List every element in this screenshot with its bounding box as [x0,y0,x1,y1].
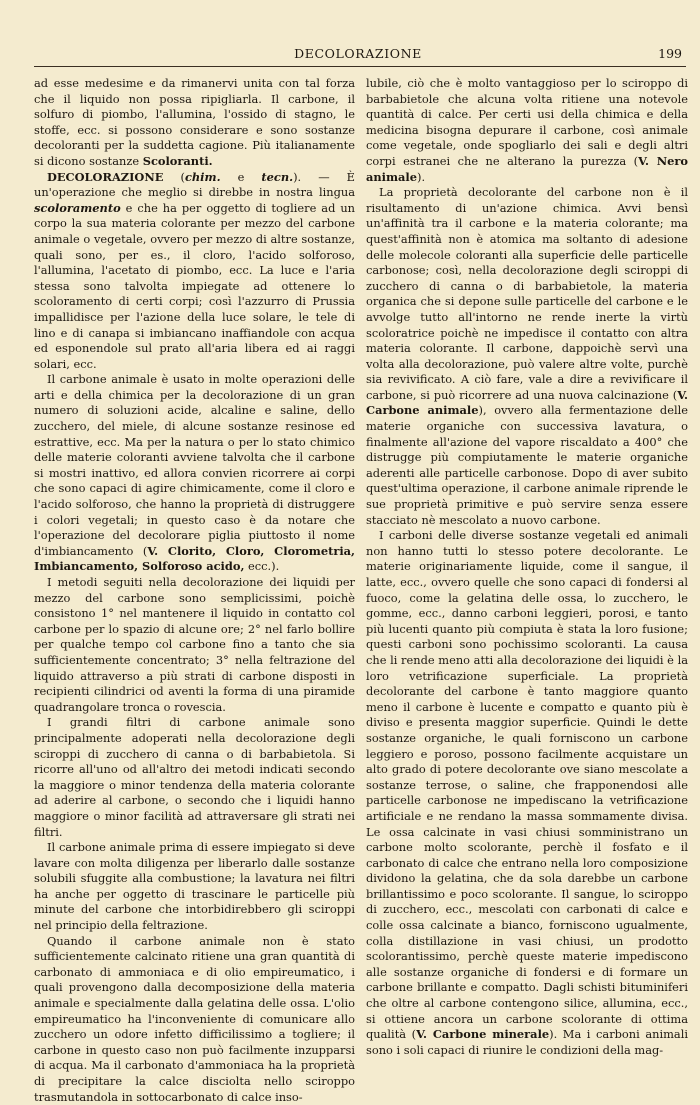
continued-paragraph [366,76,688,185]
emphasis-text: V. Carbone animale [366,387,688,418]
paragraph [34,170,355,373]
emphasis-text: scoloramento [34,200,121,215]
text-run: ). Ma i carboni animali sono i soli capaci di riunire le condizioni della mag- [366,1027,688,1057]
emphasis-text: V. Carbone minerale [416,1027,550,1042]
text-run: Quando il carbone animale non è stato sufficientemente calcinato ritiene una gran quantità di carbonato di ammoniaca e di olio empireumatico, i quali provengono dalla decomposizione della materia animale e specialmente dalla gelatina delle ossa. L'olio empireumatico ha l'inconveniente di comunicare allo zucchero un odore infetto difficilissimo a togliere; il carbone in questo caso non può facilmente inzupparsi di acqua. Ma il carbonato d'ammoniaca ha la proprietà di precipitare la calce disciolta nello sciroppo trasmutandola in sottocarbonato di calce inso- [34,933,355,1104]
text-run: La proprietà decolorante del carbone non è il risultamento di un'azione chimica. Avvi bensì un'affinità tra il carbone e la materia colorante; ma quest'affinità non è atomica ma soltanto di adesione delle molecole coloranti alla superficie delle particelle carbonose; così, nella decolorazione degli sciroppi di zucchero di canna o di barbabietole, la materia organica che si depone sulle particelle del carbone e le avvolge tutto all'intorno ne rende inerte la virtù scoloratrice poichè ne impedisce il contatto con altra materia colorante. Il carbone, dappoichè servì una volta alla decolorazione, può valere altre volte, purchè sia revivificato. A ciò fare, vale a dire a revivificare il carbone, si può ricorrere ad una nuova calcinazione ( [366,185,688,402]
text-run: I carboni delle diverse sostanze vegetali ed animali non hanno tutti lo stesso potere decolorante. Le materie originariamente liquide, come il sangue, il latte, ecc., ovvero quelle che sono capaci di fondersi al fuoco, come la gelatina delle ossa, lo zucchero, le gomme, ecc., danno carboni leggieri, porosi, e tanto più lucenti quanto più compiuta è stata la loro fusione; questi carboni sono pochissimo scoloranti. La causa che li rende meno atti alla decolorazione dei liquidi è la loro vetrificazione superficiale. La proprietà decolorante del carbone è tanto maggiore quanto meno il carbone è lucente e compatto e quanto più è diviso e presenta maggior superficie. Quindi le dette sostanze organiche, le quali forniscono un carbone leggiero e poroso, possono facilmente acquistare un alto grado di potere decolorante ove siano mescolate a sostanze terrose, o saline, che frapponendosi alle particelle carbonose ne impediscano la vetrificazione artificiale e ne rendano la massa sommamente divisa. Le ossa calcinate in vasi chiusi somministrano un carbone molto scolorante, perchè il fosfato e il carbonato di calce che entrano nella loro composizione dividono la gelatina, che da sola darebbe un carbone brillantissimo e poco scolorante. Il sangue, lo sciroppo di zucchero, ecc., mescolati con carbonati di calce e colle ossa calcinate a bianco, forniscono ugualmente, colla distillazione in vasi chiusi, un prodotto scolorantissimo, perchè queste materie impediscono alle sostanze organiche di fondersi e di formare un carbone brillante e compatto. Dagli schisti bituminiferi che oltre al carbone contengono silice, allumina, ecc., si ottiene ancora un carbone scolorante di ottima qualità ( [366,528,688,1042]
text-run: ). — È un'operazione che meglio si direbbe in nostra lingua [34,169,356,200]
text-run: ecc.). [244,559,280,574]
text-run: lubile, ciò che è molto vantaggioso per lo sciroppo di barbabietole che alcuna volta ritiene una notevole quantità di calce. Per certi usi della chimica e della medicina bisogna depurare il carbone, così animale come vegetale, onde spogliarlo dei sali e degli altri corpi estranei che ne alterano la purezza ( [366,76,688,168]
paragraph [366,528,688,1058]
text-run: I grandi filtri di carbone animale sono principalmente adoperati nella decolorazione degli sciroppi di zucchero di canna o di barbabietola. Si ricorre all'uno od all'altro dei metodi indicati secondo la maggiore o minor tendenza della materia colorante ad aderire al carbone, o secondo che i liquidi hanno maggiore o minor facilità ad attraversare gli strati nei filtri. [34,715,355,839]
right-column [366,76,688,1057]
text-run: I metodi seguiti nella decolorazione dei liquidi per mezzo del carbone sono semplicissimi, poichè consistono 1° nel mantenere il liquido in contatto col carbone per lo spazio di alcune ore; 2° nel farlo bollire per qualche tempo col carbone fino a tanto che sia sufficientemente concentrato; 3° nella feltrazione del liquido attraverso a più strati di carbone disposti in recipienti cilindrici od aventi la forma di una piramide quadrangolare tronca o rovescia. [34,575,355,714]
text-run: e che ha per oggetto di togliere ad un corpo la sua materia colorante per mezzo del carbone animale o vegetale, ovvero per mezzo di altre sostanze, quali sono, per es., il cloro, l'acido solforoso, l'allumina, l'acetato di piombo, ecc. La luce e l'aria stessa sono talvolta impiegate ad ottenere lo scoloramento di certi corpi; così l'azzurro di Prussia impallidisce per l'azione della luce solare, le tele di lino e di canapa si imbiancano inaffiandole con acqua ed esponendole sul prato all'aria libera ed ai raggi solari, ecc. [34,200,355,371]
emphasis-text: tecn. [261,169,294,184]
page-number: 199 [658,46,682,61]
paragraph [34,840,355,934]
text-run: e [220,169,262,184]
paragraph [34,715,355,840]
continued-paragraph [34,76,355,170]
emphasis-text: chim. [184,169,221,184]
emphasis-text: DECOLORAZIONE [47,169,164,184]
running-title: DECOLORAZIONE [294,46,422,61]
text-run: ), ovvero alla fermentazione delle materie organiche con successiva lavatura, o finalmente all'azione del vapore riscaldato a 400° che distrugge più compiutamente le materie organiche aderenti alle particelle carbonose. Dopo di aver subito quest'ultima operazione, il carbone animale riprende le sue proprietà primitive e può servire senza essere stacciato nè mescolato a nuovo carbone. [366,403,688,527]
paragraph [34,934,355,1105]
text-run: Il carbone animale è usato in molte operazioni delle arti e della chimica per la decolorazione di un gran numero di soluzioni acide, alcaline e saline, dello zucchero, del miele, di alcune sostanze resinose ed estrattive, ecc. Ma per la natura o per lo stato chimico delle materie coloranti avviene talvolta che il carbone si mostri inattivo, ed allora convien ricorrere ai corpi che sono capaci di agire chimicamente, come il cloro e l'acido solforoso, che hanno la proprietà di distruggere i colori vegetali; in questo caso è da notare che l'operazione del decolorare piglia piuttosto il nome d'imbiancamento ( [34,372,355,558]
left-column [34,76,356,1104]
paragraph [34,372,355,575]
paragraph [34,575,355,715]
header-rule [34,66,686,67]
running-head [34,44,682,64]
text-run: Il carbone animale prima di essere impiegato si deve lavare con molta diligenza per liberarlo dalle sostanze solubili sfuggite alla combustione; la lavatura nei filtri ha anche per oggetto di trascinare le particelle più minute del carbone che intorbidirebbero gli sciroppi nel principio della feltrazione. [34,840,355,933]
emphasis-text: V. Nero animale [366,153,688,184]
text-run: ad esse medesime e da rimanervi unita con tal forza che il liquido non possa ripigliarla. Il carbone, il solfuro di piombo, l'allumina, l'ossido di stagno, le stoffe, ecc. si possono considerare e sono sostanze decoloranti per la suddetta cagione. Più italianamente si dicono sostanze [34,76,355,168]
emphasis-text: Scoloranti. [142,153,213,168]
text-run: ). [417,169,426,184]
paragraph [366,185,688,528]
emphasis-text: V. Clorito, Cloro, Clorometria, Imbiancamento, Solforoso acido, [34,543,356,574]
text-run: ( [163,169,185,184]
